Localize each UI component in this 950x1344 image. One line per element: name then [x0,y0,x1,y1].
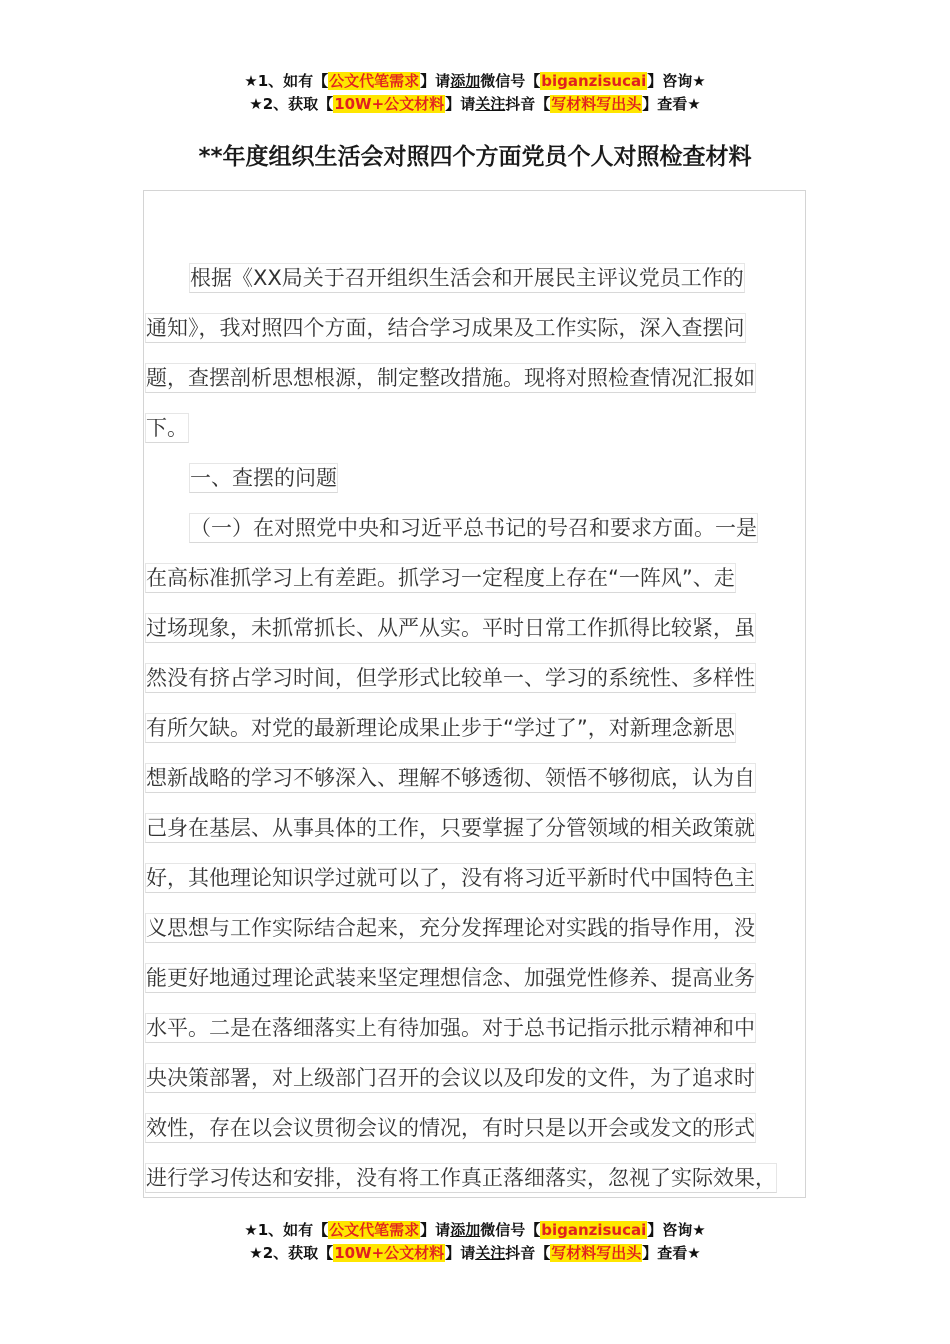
body-line-text: 过场现象，未抓常抓长、从严从实。平时日常工作抓得比较紧，虽 [145,613,756,643]
body-line-text: 己身在基层、从事具体的工作，只要掌握了分管领域的相关政策就 [145,813,756,843]
body-line [145,953,793,1003]
body-line [145,853,793,903]
body-line-text: 下。 [145,413,189,443]
banner-line-1: ★1、如有【公文代笔需求】请添加微信号【biganzisucai】咨询★ [244,72,706,90]
body-line [145,753,793,803]
body-line-text: 题，查摆剖析思想根源，制定整改措施。现将对照检查情况汇报如 [145,363,756,393]
body-line [145,1153,793,1203]
body-line [145,503,793,553]
body-line [145,1103,793,1153]
banner-line-2: ★2、获取【10W+公文材料】请关注抖音【写材料写出头】查看★ [249,1244,701,1262]
body-line-text: 进行学习传达和安排，没有将工作真正落细落实，忽视了实际效果， [145,1163,777,1193]
body-line-text: 能更好地通过理论武装来坚定理想信念、加强党性修养、提高业务 [145,963,756,993]
top-banner [0,70,950,116]
body-line-text: 然没有挤占学习时间，但学形式比较单一、学习的系统性、多样性 [145,663,756,693]
body-line-text: 根据《XX局关于召开组织生活会和开展民主评议党员工作的 [189,263,745,293]
body-line-text: 在高标准抓学习上有差距。抓学习一定程度上存在“一阵风”、走 [145,563,736,593]
banner-line-2: ★2、获取【10W+公文材料】请关注抖音【写材料写出头】查看★ [249,95,701,113]
body-line [145,553,793,603]
document-body [145,253,793,1203]
body-line-text: 央决策部署，对上级部门召开的会议以及印发的文件，为了追求时 [145,1063,756,1093]
body-line-text: 义思想与工作实际结合起来，充分发挥理论对实践的指导作用，没 [145,913,756,943]
body-line [145,253,793,303]
body-line-text: 水平。二是在落细落实上有待加强。对于总书记指示批示精神和中 [145,1013,756,1043]
body-line [145,603,793,653]
body-line [145,403,793,453]
body-line [145,803,793,853]
bottom-banner [0,1219,950,1265]
body-line [145,1053,793,1103]
body-line-text: 通知》，我对照四个方面，结合学习成果及工作实际，深入查摆问 [145,313,746,343]
body-line-text: 想新战略的学习不够深入、理解不够透彻、领悟不够彻底，认为自 [145,763,756,793]
body-line [145,703,793,753]
body-line [145,303,793,353]
body-line [145,1003,793,1053]
body-line-text: 一、查摆的问题 [189,463,338,493]
body-line-text: 有所欠缺。对党的最新理论成果止步于“学过了”，对新理念新思 [145,713,736,743]
body-line [145,453,793,503]
body-line-text: 好，其他理论知识学过就可以了，没有将习近平新时代中国特色主 [145,863,756,893]
body-line [145,653,793,703]
body-line-text: 效性，存在以会议贯彻会议的情况，有时只是以开会或发文的形式 [145,1113,756,1143]
body-line [145,903,793,953]
banner-line-1: ★1、如有【公文代笔需求】请添加微信号【biganzisucai】咨询★ [244,1221,706,1239]
body-line-text: （一）在对照党中央和习近平总书记的号召和要求方面。一是 [189,513,758,543]
body-line [145,353,793,403]
document-title: **年度组织生活会对照四个方面党员个人对照检查材料 [198,144,752,170]
